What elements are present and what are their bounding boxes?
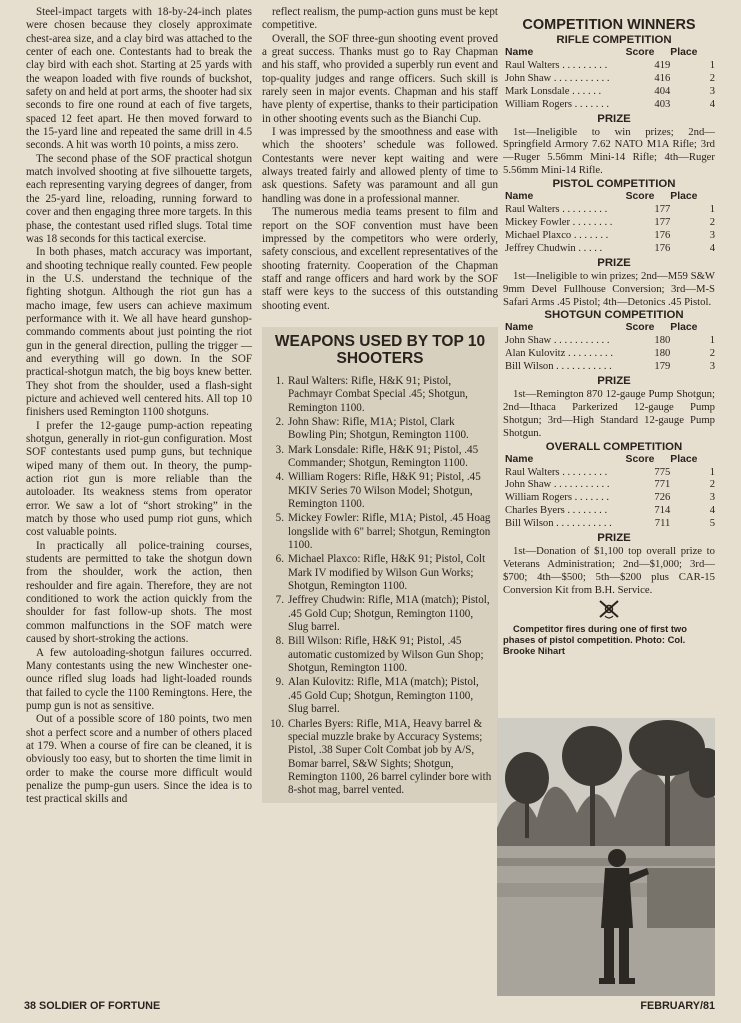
competition-section-title: OVERALL COMPETITION (545, 440, 683, 453)
item-text: Mark Lonsdale: Rifle, H&K 91; Pistol, .45 Commander; Shotgun, Remington 1100. (288, 443, 479, 469)
item-text: Mickey Fowler: Rifle, M1A; Pistol, .45 Hoag longslide with 6" barrel; Shotgun, Remington 1100. (288, 512, 491, 552)
article-paragraph: I was impressed by the smoothness and ease with which the shooters’ schedule was followed. Contestants were never kept waiting and were always treated fairly and allowed plenty of time to ask questions. Safety was paramount and all gun handling was done in a professional manner. (262, 126, 498, 205)
cell-place: 4 (709, 98, 715, 110)
competition-section-title: SHOTGUN COMPETITION (544, 309, 684, 322)
table-row (505, 86, 715, 99)
cell-name: Jeffrey Chudwin . . . . . (505, 242, 603, 254)
cell-score: 180 (654, 348, 671, 360)
cell-place: 4 (709, 242, 715, 254)
item-number: 10. (270, 717, 284, 730)
table-row (505, 505, 715, 518)
table-row (505, 60, 715, 73)
table-row (505, 492, 715, 505)
weapons-list-item (266, 718, 494, 798)
cell-score: 177 (654, 216, 671, 228)
table-row (505, 217, 715, 230)
cell-name: Bill Wilson . . . . . . . . . . . (505, 518, 612, 530)
item-text: William Rogers: Rifle, H&K 91; Pistol, .45 MKIV Series 70 Wilson Model; Shotgun, Remington 1100. (288, 471, 481, 510)
item-number: 6. (275, 553, 284, 566)
column-header-name: Name (505, 453, 534, 465)
cell-name: William Rogers . . . . . . . (505, 492, 610, 504)
item-number: 8. (275, 635, 284, 648)
cell-score: 180 (654, 335, 671, 347)
cell-place: 5 (709, 518, 715, 530)
weapons-list-item (266, 375, 494, 415)
item-text: John Shaw: Rifle, M1A; Pistol, Clark Bowling Pin; Shotgun, Remington 1100. (288, 415, 469, 442)
cell-name: Mark Lonsdale . . . . . . (505, 85, 602, 97)
table-row (505, 204, 715, 217)
cell-place: 4 (709, 505, 715, 517)
cell-name: John Shaw . . . . . . . . . . . (505, 335, 610, 347)
table-row (505, 73, 715, 86)
weapons-box (262, 327, 498, 803)
cell-score: 404 (654, 85, 671, 97)
cell-score: 403 (654, 98, 671, 110)
table-row (505, 361, 715, 374)
item-text: Raul Walters: Rifle, H&K 91; Pistol, Pachmayr Combat Special .45; Shotgun, Remington 1100. (288, 374, 468, 414)
item-number: 3. (275, 443, 284, 456)
article-column-2-text (262, 6, 498, 313)
table-row (505, 479, 715, 492)
item-text: Jeffrey Chudwin: Rifle, M1A (match); Pistol, .45 Gold Cup; Shotgun, Remington 1100, Slug barrel. (288, 594, 490, 634)
weapons-list-item (266, 416, 494, 443)
cell-place: 3 (709, 361, 715, 373)
column-header-place: Place (670, 47, 698, 58)
cell-name: John Shaw . . . . . . . . . . . (505, 479, 610, 491)
item-number: 1. (275, 374, 284, 387)
cell-place: 1 (709, 335, 715, 347)
competitor-photo (497, 718, 715, 996)
article-paragraph: In both phases, match accuracy was important, and shooting technique really counted. Few people in the U.S. understand the technique of the fighting shotgun. Although the riot gun has a macho image, few users can achieve maximum performance with it. We all have heard gunshop-commando comments about just pointing the riot gun in the general direction, pulling the trigger — and everything will go down. In the SOF practical-shotgun match, the big boys knew better. They shot from the shoulder, used a flash-sight picture and achieved well centered hits. All top 10 finishers used Remington 1100 shotguns. (26, 246, 252, 419)
weapons-list-item (266, 444, 494, 471)
table-row (505, 467, 715, 480)
weapons-list-item (266, 594, 494, 634)
cell-place: 3 (709, 229, 715, 241)
prize-label: PRIZE (597, 375, 631, 388)
weapons-list-item (266, 553, 494, 593)
score-table (505, 47, 715, 112)
score-table (505, 191, 715, 256)
column-header-name: Name (505, 47, 534, 58)
cell-name: William Rogers . . . . . . . (505, 98, 610, 110)
weapons-title: WEAPONS USED BY TOP 10 SHOOTERS (274, 332, 486, 367)
item-number: 7. (275, 594, 284, 607)
cell-score: 714 (654, 505, 671, 517)
cell-score: 416 (654, 72, 671, 84)
column-header-name: Name (505, 191, 534, 203)
competition-winners-sidebar (503, 18, 715, 657)
article-paragraph: reflect realism, the pump-action guns must be kept competitive. (262, 6, 498, 32)
cell-place: 2 (709, 72, 715, 84)
crossed-rifles-icon (503, 599, 715, 623)
column-header-place: Place (670, 191, 698, 203)
column-header-score: Score (625, 322, 655, 334)
cell-score: 771 (654, 479, 671, 491)
item-number: 4. (275, 471, 284, 484)
page-footer-date: FEBRUARY/81 (640, 1000, 715, 1012)
cell-score: 711 (654, 518, 671, 530)
column-header-place: Place (670, 322, 698, 334)
item-text: Alan Kulovitz: Rifle, M1A (match); Pistol, .45 Gold Cup; Shotgun, Remington 1100, Slug barrel. (288, 676, 479, 716)
cell-name: Raul Walters . . . . . . . . . (505, 466, 608, 478)
weapons-list (266, 375, 494, 798)
table-row (505, 335, 715, 348)
weapons-list-item (266, 676, 494, 716)
score-table-header (505, 47, 715, 60)
competition-sections (503, 33, 715, 597)
weapons-list-item (266, 471, 494, 511)
competition-title: COMPETITION WINNERS (522, 17, 696, 33)
cell-place: 1 (709, 204, 715, 216)
cell-place: 1 (709, 466, 715, 478)
table-row (505, 348, 715, 361)
score-table-header (505, 191, 715, 204)
cell-place: 2 (709, 216, 715, 228)
cell-name: Raul Walters . . . . . . . . . (505, 204, 608, 216)
photo-caption: Competitor fires during one of first two phases of pistol competition. Photo: Col. Brooke Nihart (503, 622, 687, 657)
table-row (505, 99, 715, 112)
score-table (505, 322, 715, 374)
column-header-score: Score (625, 453, 655, 465)
column-header-score: Score (625, 191, 655, 203)
cell-score: 176 (654, 229, 671, 241)
score-table (505, 454, 715, 531)
article-paragraph: I prefer the 12-gauge pump-action repeating shotgun, generally in riot-gun configuration. Most SOF contestants used pump guns, but technique wiped many of them out. In theory, the pump-action riot gun is more reliable than the autoloader. Its weakness stems from operator error. We saw a lot of “short stroking” in the match by those who used pump riot guns, which cost valuable points. (26, 419, 252, 539)
column-header-name: Name (505, 322, 534, 334)
cell-score: 419 (654, 59, 671, 71)
article-paragraph: Steel-impact targets with 18-by-24-inch plates were chosen because they closely approximate chest-area size, and a clay bird was attached to the center of each one. Contestants had to break the clay bird with each shot. Starting at 25 yards with the weapon loaded with five rounds of buckshot, safety on and held at port arms, the shooter had six seconds to fire one round at each of five targets, spaced 12 feet apart. He then moved forward to the 15-yard line and repeated the same drill in 4.5 seconds. A hit was worth 10 points, a miss zero. (26, 6, 252, 152)
cell-name: Raul Walters . . . . . . . . . (505, 59, 608, 71)
prize-label: PRIZE (597, 256, 631, 269)
cell-name: Charles Byers . . . . . . . . (505, 505, 608, 517)
item-number: 9. (275, 676, 284, 689)
cell-name: Alan Kulovitz . . . . . . . . . (505, 348, 613, 360)
cell-place: 1 (709, 59, 715, 71)
prize-text: 1st—Ineligible to win prizes; 2nd—Springfield Armory 7.62 NATO M1A Rifle; 3rd—Ruger 5.56mm Mini-14 Rifle; 4th—Ruger 5.56mm Mini-14 Rifle. (503, 125, 715, 177)
table-row (505, 518, 715, 531)
competition-section-title: PISTOL COMPETITION (552, 178, 676, 191)
article-paragraph: The second phase of the SOF practical shotgun match involved shooting at five silhouette targets, each representing varying degrees of danger, from the 25-yard line, reloading, running forward to cover and then engaging three more targets. In this phase, the contestant used rifled slugs. Total time was 18 seconds for this tactical exercise. (26, 152, 252, 245)
cell-place: 3 (709, 492, 715, 504)
cell-score: 176 (654, 242, 671, 254)
prize-text: 1st—Remington 870 12-gauge Pump Shotgun; 2nd—Ithaca Parkerized 12-gauge Pump Shotgun; 3rd—High Standard 12-gauge Pump Shotgun. (503, 388, 715, 439)
item-text: Bill Wilson: Rifle, H&K 91; Pistol, .45 automatic customized by Wilson Gun Shop; Shotgun, Remington 1100. (288, 635, 484, 675)
article-paragraph: A few autoloading-shotgun failures occurred. Many contestants using the new Winchester one-ounce rifled slug loads had light-loaded rounds that failed to cycle the 1100 Remingtons. Here, the pump gun is not as sensitive. (26, 646, 252, 712)
cell-name: John Shaw . . . . . . . . . . . (505, 72, 610, 84)
item-number: 5. (275, 512, 284, 525)
cell-name: Mickey Fowler . . . . . . . . (505, 216, 613, 228)
article-column-1 (26, 6, 252, 807)
prize-label: PRIZE (597, 112, 631, 125)
article-paragraph: Overall, the SOF three-gun shooting event proved a great success. Thanks must go to Ray Chapman and his staff, who provided a superbly run event and top-quality judges and range officers. Such skill is rarely seen in major events. Chapman and his staff have plenty of expertise, thanks to their participation in other shooting events such as the Bianchi Cup. (262, 32, 498, 125)
prize-label: PRIZE (597, 532, 631, 545)
cell-score: 177 (654, 204, 671, 216)
cell-place: 2 (709, 348, 715, 360)
cell-score: 726 (654, 492, 671, 504)
article-paragraph: In practically all police-training courses, students are permitted to take the shotgun down from the shoulder, work the action, then reshoulder and fire again. Therefore, they are not conditioned to work the action quickly from the shoulder for fast follow-up shots. The most common malfunctions in the SOF match were caused by short-stroking the actions. (26, 539, 252, 646)
item-text: Michael Plaxco: Rifle, H&K 91; Pistol, Colt Mark IV modified by Wilson Gun Works; Shotgun, Remington 1100. (288, 553, 486, 593)
score-table-header (505, 454, 715, 467)
cell-place: 2 (709, 479, 715, 491)
column-header-score: Score (625, 47, 655, 58)
competition-section-title: RIFLE COMPETITION (556, 34, 672, 46)
table-row (505, 243, 715, 256)
score-table-header (505, 322, 715, 335)
weapons-list-item (266, 635, 494, 675)
cell-name: Michael Plaxco . . . . . . . (505, 229, 609, 241)
cell-score: 775 (654, 466, 671, 478)
article-column-2 (262, 6, 498, 803)
page-footer-left: 38 SOLDIER OF FORTUNE (24, 1000, 161, 1012)
prize-text: 1st—Ineligible to win prizes; 2nd—M59 S&W 9mm Devel Fullhouse Conversion; 3rd—M-S Safari Arms .45 Pistol; 4th—Detonics .45 Pistol. (503, 269, 715, 308)
table-row (505, 230, 715, 243)
item-number: 2. (275, 415, 284, 428)
cell-name: Bill Wilson . . . . . . . . . . . (505, 361, 612, 373)
cell-score: 179 (654, 361, 671, 373)
article-paragraph: The numerous media teams present to film and report on the SOF convention must have been impressed by the competitors who were orderly, safety conscious, and excellent representatives of the shooting fraternity. Cooperation of the Chapman staff and range officers and hard work by the SOF staff were keys to the success of this outstanding shooting event. (262, 206, 498, 312)
column-header-place: Place (670, 453, 698, 465)
item-text: Charles Byers: Rifle, M1A, Heavy barrel & special muzzle brake by Accuracy Systems; Pistol, .38 Super Colt Combat job by A/S, Bomar barrel, S&W Sights; Shotgun, Remington 1100, 26 barrel cylinder bore with 8-shot mag, barrel vented. (288, 717, 492, 797)
weapons-list-item (266, 512, 494, 552)
article-paragraph: Out of a possible score of 180 points, two men shot a perfect score and a number of others placed at 179. When a course of fire can be cleaned, it is obviously too easy, but to shorten the time limit in order to make the course more difficult would penalize the pump-gun users. Since the idea is to test practical skills and (26, 713, 252, 806)
cell-place: 3 (709, 85, 715, 97)
prize-text: 1st—Donation of $1,100 top overall prize to Veterans Administration; 2nd—$1,000; 3rd—$700; 4th—$500; 5th—$200 plus CAR-15 Conversion Kit from B.H. Service. (503, 545, 715, 596)
